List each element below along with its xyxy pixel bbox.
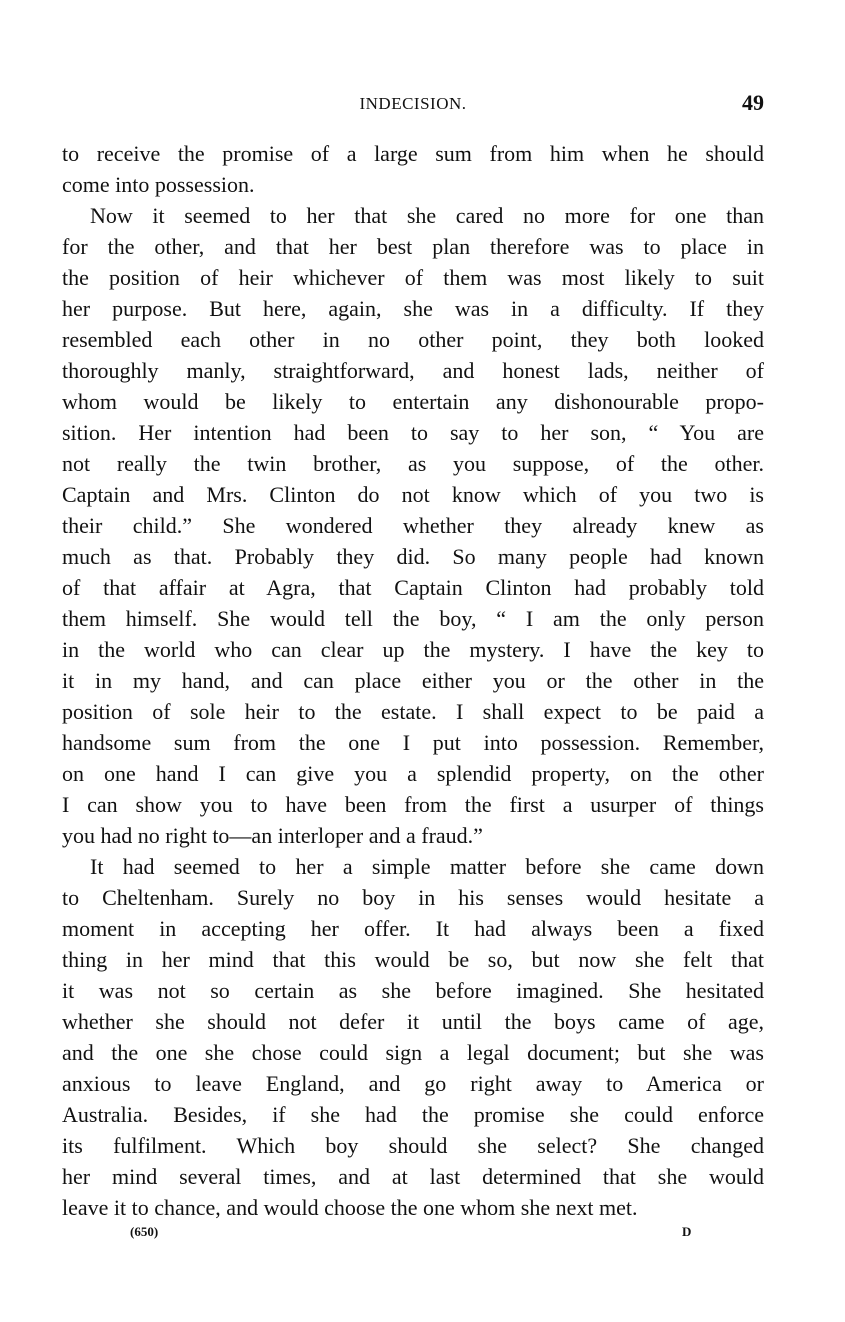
text-line: handsome sum from the one I put into possession. Remember, [62, 730, 764, 755]
text-line: and the one she chose could sign a legal document; but she was [62, 1040, 764, 1065]
text-line: resembled each other in no other point, they both looked [62, 327, 764, 352]
running-head [62, 90, 764, 118]
text-line: in the world who can clear up the mystery. I have the key to [62, 637, 764, 662]
signature-letter: D [682, 1224, 692, 1239]
text-line: thing in her mind that this would be so, but now she felt that [62, 947, 764, 972]
text-line: Now it seemed to her that she cared no more for one than [90, 203, 764, 228]
text-line: It had seemed to her a simple matter before she came down [90, 854, 764, 879]
text-line: Australia. Besides, if she had the promise she could enforce [62, 1102, 764, 1127]
text-line: position of sole heir to the estate. I shall expect to be paid a [62, 699, 764, 724]
text-line: it in my hand, and can place either you or the other in the [62, 668, 764, 693]
text-line: of that affair at Agra, that Captain Clinton had probably told [62, 575, 764, 600]
text-line: moment in accepting her offer. It had always been a fixed [62, 916, 764, 941]
text-line: for the other, and that her best plan therefore was to place in [62, 234, 764, 259]
text-line: their child.” She wondered whether they already knew as [62, 513, 764, 538]
body-text [62, 138, 764, 1223]
text-line: anxious to leave England, and go right away to America or [62, 1071, 764, 1096]
text-line: thoroughly manly, straightforward, and honest lads, neither of [62, 358, 764, 383]
text-line: her purpose. But here, again, she was in a difficulty. If they [62, 296, 764, 321]
page-number: 49 [742, 90, 764, 115]
text-line: whether she should not defer it until the boys came of age, [62, 1009, 764, 1034]
text-line: the position of heir whichever of them was most likely to suit [62, 265, 764, 290]
text-line: to receive the promise of a large sum from him when he should [62, 141, 764, 166]
text-line: them himself. She would tell the boy, “ I am the only person [62, 606, 764, 631]
text-line: on one hand I can give you a splendid property, on the other [62, 761, 764, 786]
text-line: Captain and Mrs. Clinton do not know which of you two is [62, 482, 764, 507]
text-line: you had no right to—an interloper and a fraud.” [62, 823, 483, 848]
text-line: not really the twin brother, as you suppose, of the other. [62, 451, 764, 476]
text-line: much as that. Probably they did. So many people had known [62, 544, 764, 569]
page-footer [62, 1224, 764, 1244]
text-line: come into possession. [62, 172, 255, 197]
text-line: to Cheltenham. Surely no boy in his senses would hesitate a [62, 885, 764, 910]
text-line: her mind several times, and at last determined that she would [62, 1164, 764, 1189]
text-line: whom would be likely to entertain any dishonourable propo- [62, 389, 764, 414]
text-line: leave it to chance, and would choose the one whom she next met. [62, 1195, 638, 1220]
signature-code: (650) [130, 1224, 159, 1239]
text-line: sition. Her intention had been to say to her son, “ You are [62, 420, 764, 445]
text-line: it was not so certain as she before imagined. She hesitated [62, 978, 764, 1003]
running-title: INDECISION. [359, 94, 467, 113]
text-line: its fulfilment. Which boy should she select? She changed [62, 1133, 764, 1158]
text-line: I can show you to have been from the first a usurper of things [62, 792, 764, 817]
